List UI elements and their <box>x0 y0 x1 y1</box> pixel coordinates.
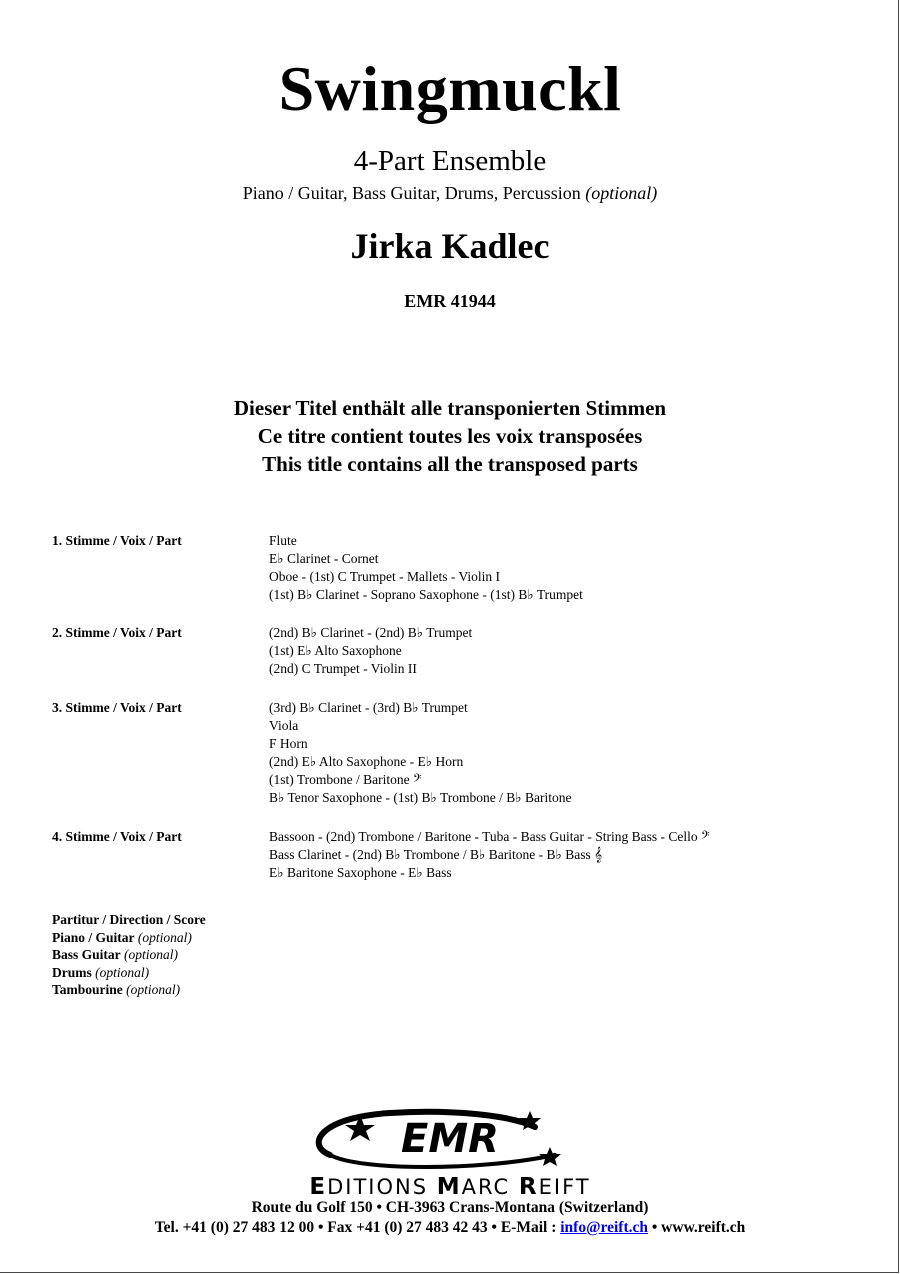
publisher-address: Route du Golf 150 • CH-3963 Crans-Montana (Switzerland) <box>251 1199 649 1216</box>
brand-part: DITIONS <box>327 1175 437 1199</box>
publisher-contact <box>0 1219 900 1237</box>
part-line: (1st) B♭ Clarinet - Soprano Saxophone - (1st) B♭ Trumpet <box>269 587 583 602</box>
brand-letter: E <box>309 1174 328 1200</box>
part-3 <box>52 699 572 807</box>
extra-name: Partitur / Direction / Score <box>52 912 206 927</box>
contact-prefix: Tel. +41 (0) 27 483 12 00 • Fax +41 (0) 27 483 42 43 • E-Mail : <box>154 1219 561 1236</box>
part-line: Viola <box>269 718 299 733</box>
extra-name: Drums <box>52 964 92 980</box>
extra-name: Piano / Guitar <box>52 929 135 945</box>
brand-part: EIFT <box>538 1175 591 1199</box>
note-english: This title contains all the transposed parts <box>262 452 638 476</box>
extra-note: (optional) <box>124 947 179 962</box>
extras-list <box>52 911 206 999</box>
part-instruments <box>269 828 710 882</box>
part-instruments <box>269 699 572 807</box>
brand-letter: M <box>436 1174 462 1200</box>
part-label: 2. Stimme / Voix / Part <box>52 625 182 640</box>
part-2 <box>52 624 472 678</box>
part-label: 3. Stimme / Voix / Part <box>52 700 182 715</box>
note-french: Ce titre contient toutes les voix transposées <box>257 424 643 448</box>
extra-item <box>52 946 206 964</box>
email-link[interactable]: info@reift.ch <box>560 1219 648 1236</box>
ensemble-subtitle: 4-Part Ensemble <box>353 145 547 177</box>
extra-note: (optional) <box>137 929 192 945</box>
note-german: Dieser Titel enthält alle transponierten Stimmen <box>233 396 667 420</box>
extra-item <box>52 964 206 982</box>
part-line: (2nd) B♭ Clarinet - (2nd) B♭ Trumpet <box>269 625 473 640</box>
part-instruments <box>269 532 583 604</box>
publisher-brand <box>0 1174 900 1200</box>
part-instruments <box>269 624 472 678</box>
part-line: F Horn <box>269 736 308 751</box>
part-label: 4. Stimme / Voix / Part <box>52 829 182 844</box>
brand-letter: R <box>518 1174 539 1200</box>
catalog-code: EMR 41944 <box>404 291 496 311</box>
emr-logo <box>300 1105 600 1177</box>
extra-name: Bass Guitar <box>52 947 121 962</box>
part-4 <box>52 828 710 882</box>
extra-note: (optional) <box>126 982 181 997</box>
extra-name: Tambourine <box>52 982 123 997</box>
contact-suffix: • www.reift.ch <box>648 1219 746 1236</box>
part-line: Bassoon - (2nd) Trombone / Baritone - Tuba - Bass Guitar - String Bass - Cello 𝄢 <box>269 829 710 844</box>
part-label: 1. Stimme / Voix / Part <box>52 533 182 548</box>
part-line: E♭ Clarinet - Cornet <box>269 551 379 566</box>
logo-text: EMR <box>401 1116 499 1162</box>
part-line: (1st) Trombone / Baritone 𝄢 <box>269 772 422 787</box>
extra-item <box>52 981 206 999</box>
instrumentation-line <box>0 183 900 204</box>
instrumentation-optional: (optional) <box>585 183 658 203</box>
extra-note: (optional) <box>95 964 150 980</box>
extra-item <box>52 929 206 947</box>
part-1 <box>52 532 583 604</box>
part-line: Bass Clarinet - (2nd) B♭ Trombone / B♭ Baritone - B♭ Bass 𝄞 <box>269 847 603 862</box>
part-line: (1st) E♭ Alto Saxophone <box>269 643 402 658</box>
part-line: B♭ Tenor Saxophone - (1st) B♭ Trombone / B♭ Baritone <box>269 790 572 805</box>
part-line: E♭ Baritone Saxophone - E♭ Bass <box>269 865 452 880</box>
part-line: (2nd) E♭ Alto Saxophone - E♭ Horn <box>269 754 464 769</box>
part-line: Oboe - (1st) C Trumpet - Mallets - Violin I <box>269 569 501 584</box>
piece-title: Swingmuckl <box>278 53 622 124</box>
instrumentation-text: Piano / Guitar, Bass Guitar, Drums, Percussion <box>242 183 581 203</box>
part-line: Flute <box>269 533 297 548</box>
brand-part: ARC <box>461 1175 519 1199</box>
part-line: (2nd) C Trumpet - Violin II <box>269 661 417 676</box>
part-line: (3rd) B♭ Clarinet - (3rd) B♭ Trumpet <box>269 700 468 715</box>
extra-item <box>52 911 206 929</box>
composer-name: Jirka Kadlec <box>350 226 550 266</box>
